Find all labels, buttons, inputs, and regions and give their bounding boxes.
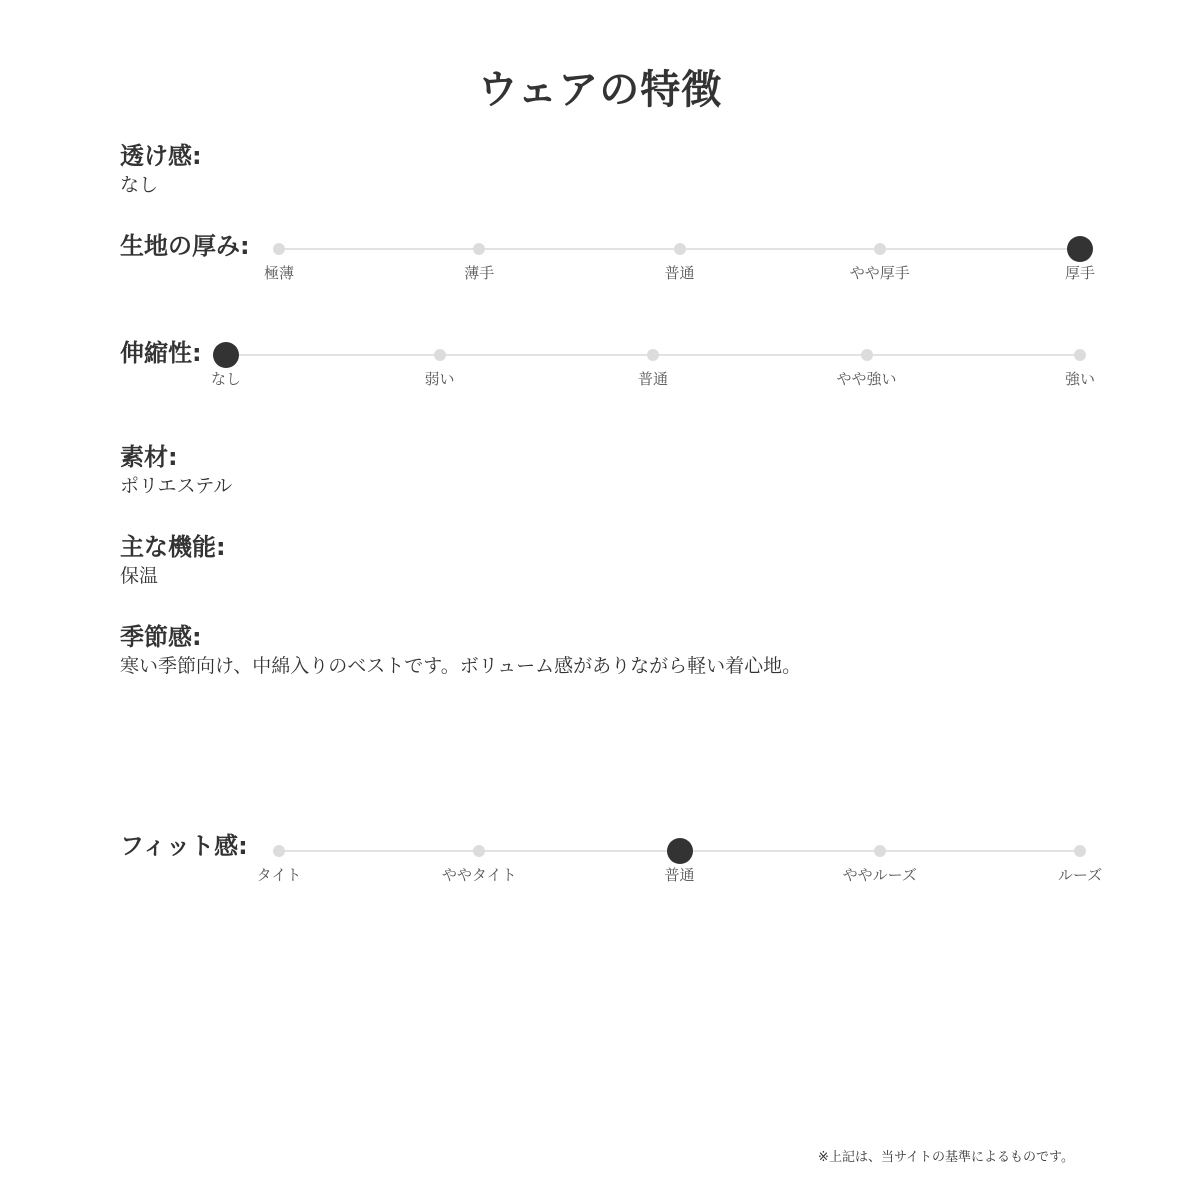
fit-option-label: ややタイト <box>441 866 517 884</box>
fit-dot <box>1074 845 1086 857</box>
stretch-option-label: やや強い <box>836 370 897 388</box>
thickness-dot <box>874 243 886 255</box>
thickness-label: 生地の厚み: <box>120 232 250 260</box>
fit-label: フィット感: <box>120 832 248 860</box>
stretch-option-label: 強い <box>1064 370 1095 388</box>
stretch-label: 伸縮性: <box>120 339 202 367</box>
function-label: 主な機能: <box>120 533 226 561</box>
fit-dot-selected <box>667 838 693 864</box>
fit-option-label: タイト <box>256 866 302 884</box>
function-value: 保温 <box>120 565 159 587</box>
transparency-value: なし <box>120 174 159 196</box>
stretch-option-label: 普通 <box>637 370 668 388</box>
season-label: 季節感: <box>120 623 202 651</box>
material-label: 素材: <box>120 443 178 471</box>
stretch-dot <box>1074 349 1086 361</box>
thickness-dot-selected <box>1067 236 1093 262</box>
thickness-option-label: 厚手 <box>1064 264 1095 282</box>
thickness-dot <box>273 243 285 255</box>
stretch-dot <box>647 349 659 361</box>
transparency-label: 透け感: <box>120 142 202 170</box>
stretch-dot <box>434 349 446 361</box>
thickness-dot <box>674 243 686 255</box>
thickness-option-label: 普通 <box>664 264 695 282</box>
season-value: 寒い季節向け、中綿入りのベストです。ボリューム感がありながら軽い着心地。 <box>120 655 802 677</box>
material-value: ポリエステル <box>120 475 233 497</box>
fit-option-label: ややルーズ <box>842 866 917 884</box>
fit-dot <box>874 845 886 857</box>
fit-dot <box>473 845 485 857</box>
thickness-dot <box>473 243 485 255</box>
thickness-option-label: やや厚手 <box>849 264 910 282</box>
thickness-option-label: 薄手 <box>464 264 495 282</box>
stretch-option-label: なし <box>210 370 241 388</box>
stretch-option-label: 弱い <box>424 370 455 388</box>
fit-dot <box>273 845 285 857</box>
page-title: ウェアの特徴 <box>477 67 723 113</box>
stretch-dot-selected <box>213 342 239 368</box>
fit-option-label: 普通 <box>664 866 695 884</box>
footnote: ※上記は、当サイトの基準によるものです。 <box>818 1150 1074 1165</box>
fit-option-label: ルーズ <box>1057 866 1103 884</box>
stretch-dot <box>861 349 873 361</box>
thickness-option-label: 極薄 <box>263 264 294 282</box>
